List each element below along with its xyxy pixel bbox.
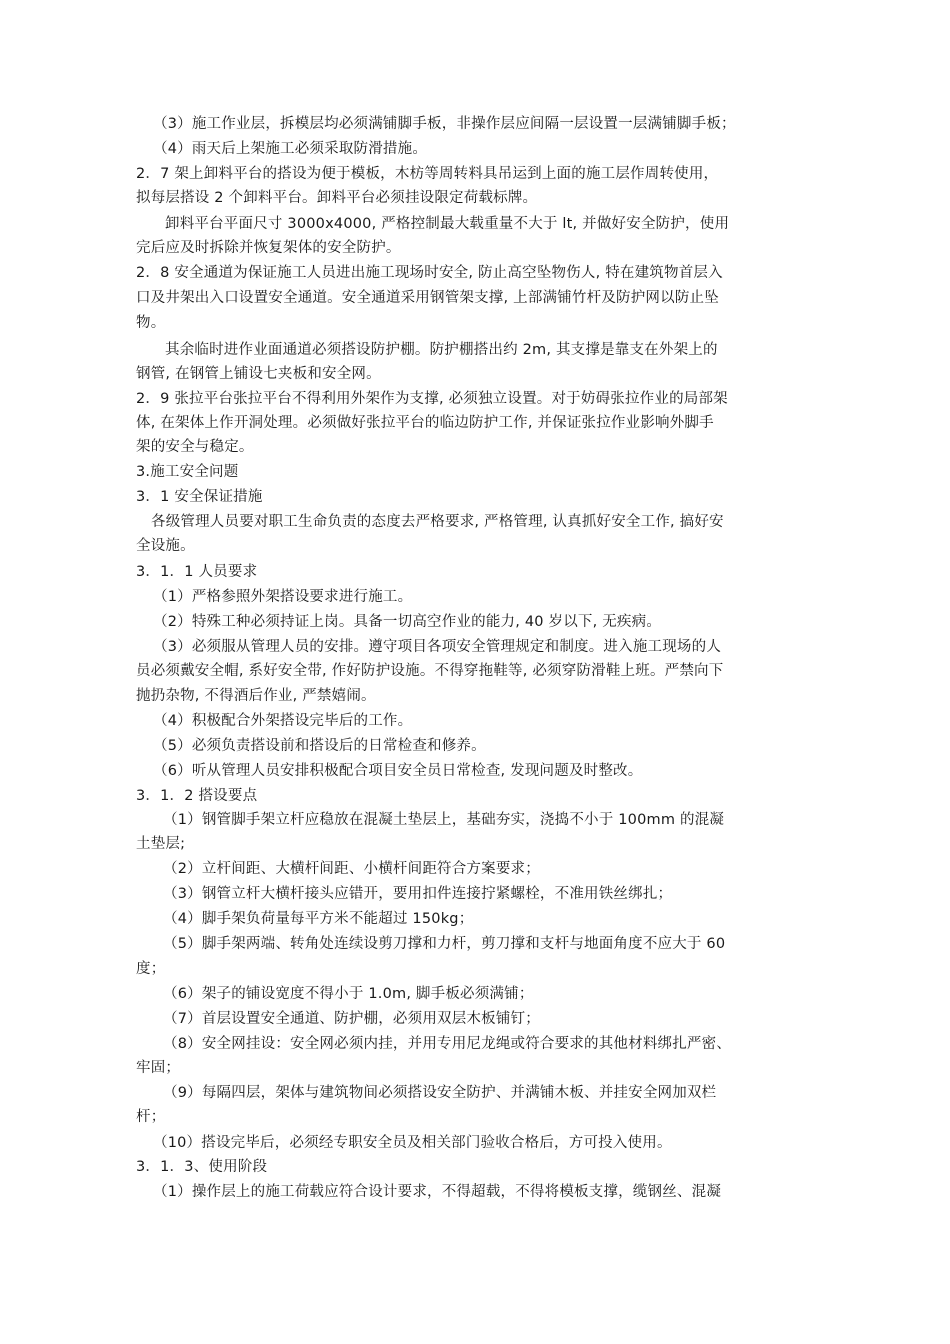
text-line: （9）每隔四层，架体与建筑物间必须搭设安全防护、并满铺木板、并挂安全网加双栏 xyxy=(163,1085,717,1101)
text-line: （1）钢管脚手架立杆应稳放在混凝土垫层上，基础夯实，浇捣不小于 100mm 的混凝 xyxy=(163,812,725,828)
text-line: 牢固； xyxy=(136,1060,181,1076)
text-line: （4）积极配合外架搭设完毕后的工作。 xyxy=(153,713,413,729)
text-line: 度； xyxy=(136,961,166,977)
text-line: （2）特殊工种必须持证上岗。具备一切高空作业的能力, 40 岁以下, 无疾病。 xyxy=(153,614,662,630)
text-line: （3）施工作业层，拆模层均必须满铺脚手板，非操作层应间隔一层设置一层满铺脚手板； xyxy=(153,116,736,132)
text-line: （6）听从管理人员安排积极配合项目安全员日常检查, 发现问题及时整改。 xyxy=(153,763,643,779)
text-line: 口及井架出入口设置安全通道。安全通道采用钢管架支撑, 上部满铺竹杆及防护网以防止坠 xyxy=(136,290,719,306)
text-line: 钢管, 在钢管上铺设七夹板和安全网。 xyxy=(136,366,381,382)
text-line: （7）首层设置安全通道、防护棚，必须用双层木板铺钉； xyxy=(163,1011,540,1027)
text-line: （4）脚手架负荷量每平方米不能超过 150kg； xyxy=(163,911,474,927)
text-line: 完后应及时拆除并恢复架体的安全防护。 xyxy=(136,240,401,256)
text-line: （8）安全网挂设：安全网必须内挂，并用专用尼龙绳或符合要求的其他材料绑扎严密、 xyxy=(163,1036,732,1052)
text-line: 架的安全与稳定。 xyxy=(136,439,254,455)
text-line: （3）钢管立杆大横杆接头应错开，要用扣件连接拧紧螺栓，不准用铁丝绑扎； xyxy=(163,886,673,902)
text-line: 2．9 张拉平台张拉平台不得利用外架作为支撑, 必须独立设置。对于妨碍张拉作业的局部架 xyxy=(136,391,728,407)
text-line: 3．1 安全保证措施 xyxy=(136,489,263,505)
text-line: 全设施。 xyxy=(136,538,195,554)
text-line: （5）必须负责搭设前和搭设后的日常检查和修养。 xyxy=(153,738,486,754)
text-line: 拟每层搭设 2 个卸料平台。卸料平台必须挂设限定荷载标牌。 xyxy=(136,190,538,206)
text-line: （1）操作层上的施工荷载应符合设计要求，不得超载，不得将模板支撑，缆钢丝、混凝 xyxy=(153,1184,722,1200)
text-line: 3．1．2 搭设要点 xyxy=(136,788,258,804)
text-line: 2．8 安全通道为保证施工人员进出施工现场时安全, 防止高空坠物伤人, 特在建筑物首层入 xyxy=(136,265,723,281)
text-line: （1）严格参照外架搭设要求进行施工。 xyxy=(153,589,413,605)
text-line: 抛扔杂物, 不得酒后作业, 严禁嬉闹。 xyxy=(136,688,376,704)
text-line: 卸料平台平面尺寸 3000x4000, 严格控制最大载重量不大于 lt, 并做好安全防护，使用 xyxy=(165,216,730,232)
text-line: 3.施工安全问题 xyxy=(136,464,239,480)
text-line: 各级管理人员要对职工生命负责的态度去严格要求, 严格管理, 认真抓好安全工作, 搞好安 xyxy=(151,514,724,530)
text-line: 物。 xyxy=(136,315,166,331)
text-line: 土垫层; xyxy=(136,836,186,852)
text-line: 2．7 架上卸料平台的搭设为便于模板，木枋等周转料具吊运到上面的施工层作周转使用， xyxy=(136,166,719,182)
text-line: 体, 在架体上作开洞处理。必须做好张拉平台的临边防护工作, 并保证张拉作业影响外脚手 xyxy=(136,415,714,431)
text-line: （2）立杆间距、大横杆间距、小横杆间距符合方案要求； xyxy=(163,861,540,877)
text-line: 3．1．3、使用阶段 xyxy=(136,1159,268,1175)
text-line: （3）必须服从管理人员的安排。遵守项目各项安全管理规定和制度。进入施工现场的人 xyxy=(153,639,722,655)
text-line: （6）架子的铺设宽度不得小于 1.0m, 脚手板必须满铺； xyxy=(163,986,534,1002)
text-line: （5）脚手架两端、转角处连续设剪刀撑和力杆，剪刀撑和支杆与地面角度不应大于 60 xyxy=(163,936,726,952)
text-line: 其余临时进作业面通道必须搭设防护棚。防护棚搭出约 2m, 其支撑是靠支在外架上的 xyxy=(165,342,718,358)
text-line: 员必须戴安全帽, 系好安全带, 作好防护设施。不得穿拖鞋等, 必须穿防滑鞋上班。严禁向下 xyxy=(136,663,724,679)
text-line: 3．1．1 人员要求 xyxy=(136,564,258,580)
text-line: （10）搭设完毕后，必须经专职安全员及相关部门验收合格后，方可投入使用。 xyxy=(153,1135,672,1151)
text-line: （4）雨天后上架施工必须采取防滑措施。 xyxy=(153,141,428,157)
text-line: 杆； xyxy=(136,1109,166,1125)
